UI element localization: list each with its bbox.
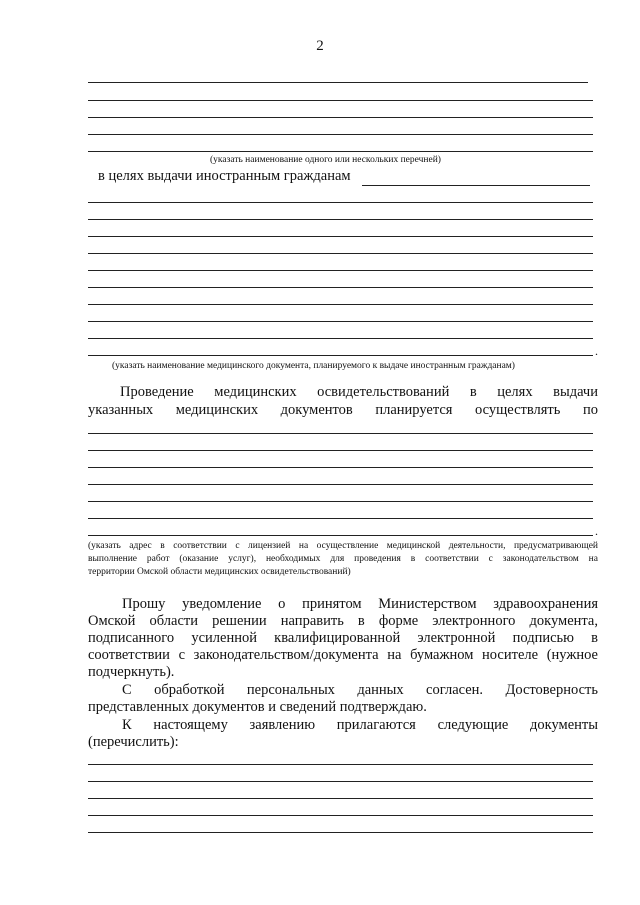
fill-line [88,236,593,237]
fill-line [88,151,593,152]
fill-line [88,467,593,468]
consent-paragraph-line-2: представленных документов и сведений подтверждаю. [88,699,427,715]
line-end-dot: . [595,524,598,538]
fill-line [88,484,593,485]
notice-paragraph-line-1: Прошу уведомление о принятом Министерством здравоохранения [122,596,598,612]
fill-line [88,202,593,203]
fill-line [88,815,593,816]
fill-line [88,100,593,101]
fill-line [88,117,593,118]
fill-line [88,832,593,833]
caption-address-line-1: (указать адрес в соответствии с лицензией на осуществление медицинской деятельности, предусматривающей [88,541,598,551]
caption-medical-document: (указать наименование медицинского документа, планируемого к выдаче иностранным гражданам) [112,361,515,371]
notice-paragraph-line-4: соответствии с законодательством/документа на бумажном носителе (нужное [88,647,598,663]
fill-line [88,781,593,782]
line-end-dot: . [595,344,598,358]
caption-address-line-2: выполнение работ (оказание услуг), необходимых для проведения в соответствии с законодательством на [88,554,598,564]
caption-list-names: (указать наименование одного или нескольких перечней) [210,155,441,165]
exam-paragraph-line-2: указанных медицинских документов планируется осуществлять по [88,402,598,418]
fill-line [88,287,593,288]
fill-line [88,321,593,322]
fill-line [88,304,593,305]
fill-line [88,764,593,765]
fill-line [88,253,593,254]
fill-line [88,270,593,271]
notice-paragraph-line-5: подчеркнуть). [88,664,175,680]
fill-line [88,338,593,339]
exam-paragraph-line-1: Проведение медицинских освидетельствований в целях выдачи [120,384,598,400]
attach-paragraph-line-1: К настоящему заявлению прилагаются следующие документы [122,717,598,733]
fill-line [88,535,593,536]
fill-line [88,82,588,83]
fill-line [88,433,593,434]
fill-line [88,219,593,220]
fill-line [88,798,593,799]
purpose-label: в целях выдачи иностранным гражданам [98,168,351,184]
fill-line [362,185,590,186]
fill-line [88,501,593,502]
attach-paragraph-line-2: (перечислить): [88,734,179,750]
fill-line [88,355,593,356]
caption-address-line-3: территории Омской области медицинских освидетельствований) [88,567,351,577]
notice-paragraph-line-2: Омской области решении направить в форме электронного документа, [88,613,598,629]
fill-line [88,134,593,135]
fill-line [88,518,593,519]
fill-line [88,450,593,451]
notice-paragraph-line-3: подписанного усиленной квалифицированной электронной подписью в [88,630,598,646]
page-number: 2 [316,38,324,54]
consent-paragraph-line-1: С обработкой персональных данных согласен. Достоверность [122,682,598,698]
